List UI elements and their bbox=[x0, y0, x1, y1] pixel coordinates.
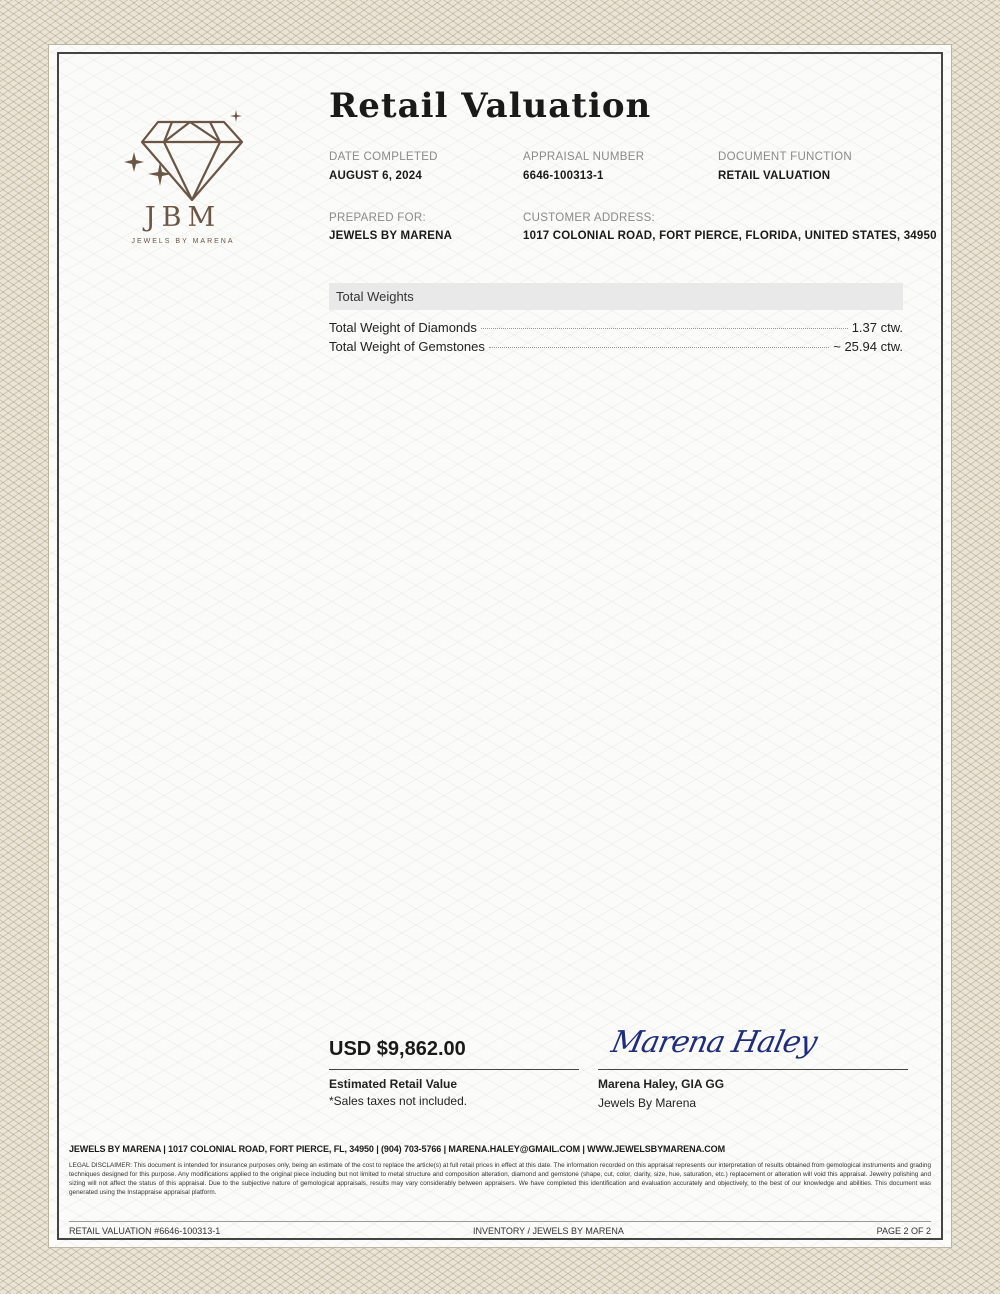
page-title: Retail Valuation bbox=[329, 86, 652, 126]
signer-company: Jewels By Marena bbox=[598, 1096, 697, 1110]
dot-leader bbox=[481, 328, 848, 329]
logo-subtitle: JEWELS BY MARENA bbox=[131, 238, 235, 245]
signer-name: Marena Haley, GIA GG bbox=[598, 1077, 725, 1091]
date-completed-label: DATE COMPLETED bbox=[329, 151, 438, 163]
document-function-label: DOCUMENT FUNCTION bbox=[718, 151, 852, 163]
customer-address-label: CUSTOMER ADDRESS: bbox=[523, 212, 656, 224]
weight-value: 1.37 ctw. bbox=[851, 320, 903, 335]
total-weights-header: Total Weights bbox=[329, 283, 903, 310]
sparkle-icon bbox=[124, 152, 144, 172]
weight-value: ~ 25.94 ctw. bbox=[833, 339, 903, 354]
legal-disclaimer: LEGAL DISCLAIMER: This document is intended for insurance purposes only, being an estimate of the cost to replace the article(s) at full retail prices in effect at this date. The information recorded on this appraisal represents our interpretation of results obtained from gemological instruments and grading techniques designed for this purpose. Any modifications applied to the original piece including but not limited to metal structure and composition alteration, diamond and gemstone (shape, cut, color, clarity, size, hue, saturation, etc.) replacement or alteration will void this appraisal. Jewelry polishing and sizing will not affect the status of this appraisal. Due to the subjective nature of gemological appraisals, results may vary considerably between appraisers. We have completed this identification and evaluation accurately and objectively, to the best of our knowledge and abilities. This document was generated using the Instappraise appraisal platform. bbox=[69, 1162, 931, 1196]
document-function-value: RETAIL VALUATION bbox=[718, 170, 831, 182]
footer-contact: JEWELS BY MARENA | 1017 COLONIAL ROAD, FORT PIERCE, FL, 34950 | (904) 703-5766 | MARENA.HALEY@GMAIL.COM | WWW.JEWELSBYMARENA.COM bbox=[69, 1144, 725, 1154]
weight-row-gemstones bbox=[329, 339, 903, 357]
diamond-icon bbox=[120, 108, 250, 203]
prepared-for-value: JEWELS BY MARENA bbox=[329, 230, 453, 242]
footer-divider bbox=[69, 1221, 931, 1222]
logo-monogram: JBM bbox=[144, 202, 222, 233]
page-footer bbox=[69, 1226, 931, 1236]
jbm-logo bbox=[120, 108, 250, 248]
weight-label: Total Weight of Gemstones bbox=[329, 339, 485, 354]
appraisal-number-label: APPRAISAL NUMBER bbox=[523, 151, 645, 163]
sparkle-icon bbox=[230, 110, 242, 122]
customer-address-value: 1017 COLONIAL ROAD, FORT PIERCE, FLORIDA, UNITED STATES, 34950 bbox=[523, 230, 937, 242]
appraisal-number-value: 6646-100313-1 bbox=[523, 170, 604, 182]
tax-note: *Sales taxes not included. bbox=[329, 1094, 468, 1108]
weight-row-diamonds bbox=[329, 320, 903, 338]
dot-leader bbox=[489, 347, 829, 348]
signature-image: Marena Haley bbox=[608, 1025, 820, 1060]
estimated-price: USD $9,862.00 bbox=[329, 1038, 466, 1060]
signature-rule bbox=[598, 1069, 908, 1070]
weight-label: Total Weight of Diamonds bbox=[329, 320, 477, 335]
sparkle-icon bbox=[148, 162, 172, 186]
footer-page-number: PAGE 2 OF 2 bbox=[876, 1226, 931, 1236]
prepared-for-label: PREPARED FOR: bbox=[329, 212, 426, 224]
footer-inventory: INVENTORY / JEWELS BY MARENA bbox=[473, 1226, 624, 1236]
footer-document-id: RETAIL VALUATION #6646-100313-1 bbox=[69, 1226, 221, 1236]
date-completed-value: AUGUST 6, 2024 bbox=[329, 170, 422, 182]
estimated-value-label: Estimated Retail Value bbox=[329, 1077, 458, 1091]
price-rule bbox=[329, 1069, 579, 1070]
